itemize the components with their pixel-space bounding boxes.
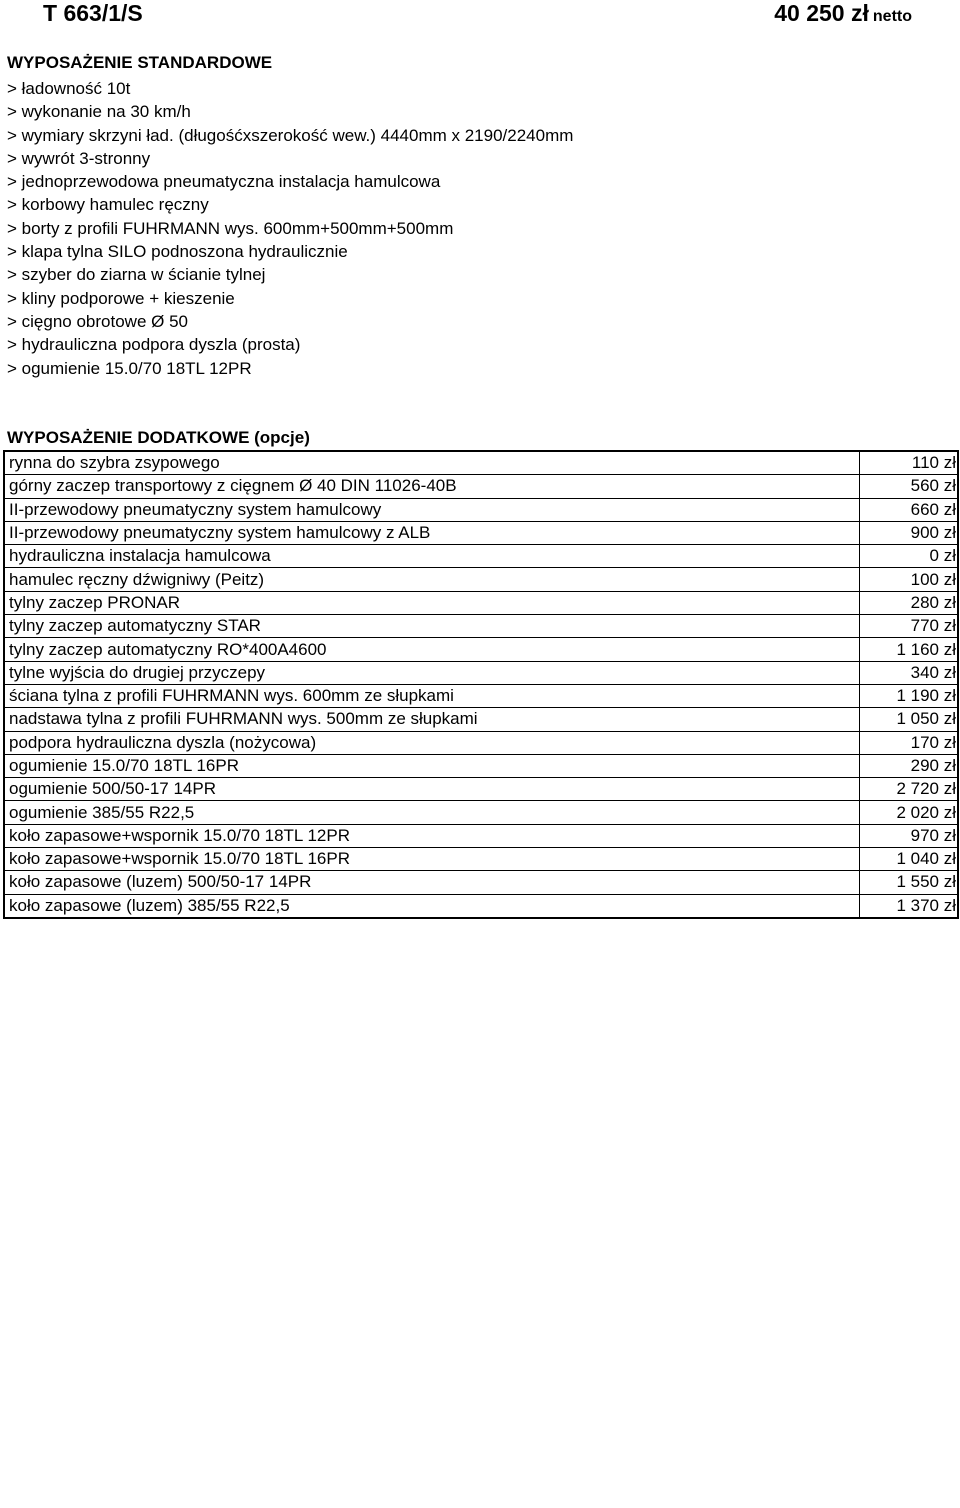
standard-equipment-item: > ładowność 10t	[7, 79, 131, 98]
option-price: 1 190 zł	[860, 684, 959, 707]
option-name: tylny zaczep PRONAR	[4, 591, 860, 614]
option-name: ogumienie 385/55 R22,5	[4, 801, 860, 824]
table-row	[4, 591, 958, 614]
option-name: hamulec ręczny dźwigniwy (Peitz)	[4, 568, 860, 591]
table-row	[4, 871, 958, 894]
table-row	[4, 545, 958, 568]
option-price: 2 720 zł	[860, 778, 959, 801]
option-price: 970 zł	[860, 824, 959, 847]
option-name: koło zapasowe+wspornik 15.0/70 18TL 16PR	[4, 848, 860, 871]
option-name: II-przewodowy pneumatyczny system hamulcowy	[4, 498, 860, 521]
option-price: 340 zł	[860, 661, 959, 684]
option-name: tylne wyjścia do drugiej przyczepy	[4, 661, 860, 684]
standard-equipment-list	[7, 77, 573, 380]
option-price: 110 zł	[860, 451, 959, 475]
table-row	[4, 754, 958, 777]
table-row	[4, 661, 958, 684]
optional-equipment-table	[3, 450, 959, 919]
table-row	[4, 848, 958, 871]
option-price: 290 zł	[860, 754, 959, 777]
option-price: 560 zł	[860, 475, 959, 498]
table-row	[4, 498, 958, 521]
option-name: nadstawa tylna z profili FUHRMANN wys. 500mm ze słupkami	[4, 708, 860, 731]
standard-equipment-item: > wymiary skrzyni ład. (długośćxszerokość wew.) 4440mm x 2190/2240mm	[7, 125, 574, 145]
table-row	[4, 475, 958, 498]
standard-equipment-item: > kliny podporowe + kieszenie	[7, 288, 235, 308]
option-price: 2 020 zł	[860, 801, 959, 824]
option-price: 1 160 zł	[860, 638, 959, 661]
table-row	[4, 451, 958, 475]
table-row	[4, 778, 958, 801]
table-row	[4, 638, 958, 661]
option-price: 100 zł	[860, 568, 959, 591]
base-price	[774, 0, 912, 27]
table-row	[4, 801, 958, 824]
option-price: 170 zł	[860, 731, 959, 754]
option-name: rynna do szybra zsypowego	[4, 451, 860, 475]
standard-equipment-item: > hydrauliczna podpora dyszla (prosta)	[7, 335, 301, 355]
standard-equipment-item: > wykonanie na 30 km/h	[7, 102, 191, 122]
standard-equipment-item: > korbowy hamulec ręczny	[7, 195, 209, 215]
option-name: hydrauliczna instalacja hamulcowa	[4, 545, 860, 568]
standard-equipment-item: > wywrót 3-stronny	[7, 148, 151, 168]
table-row	[4, 615, 958, 638]
price-suffix: netto	[872, 8, 912, 25]
table-row	[4, 521, 958, 544]
option-name: podpora hydrauliczna dyszla (nożycowa)	[4, 731, 860, 754]
option-name: koło zapasowe (luzem) 385/55 R22,5	[4, 894, 860, 918]
model-code: T 663/1/S	[43, 0, 143, 26]
standard-equipment-item: > cięgno obrotowe Ø 50	[7, 311, 188, 331]
standard-equipment-item: > borty z profili FUHRMANN wys. 600mm+500mm+500mm	[7, 218, 454, 238]
option-price: 900 zł	[860, 521, 959, 544]
table-row	[4, 684, 958, 707]
option-name: koło zapasowe (luzem) 500/50-17 14PR	[4, 871, 860, 894]
option-price: 770 zł	[860, 615, 959, 638]
option-price: 1 370 zł	[860, 894, 959, 918]
standard-equipment-title: WYPOSAŻENIE STANDARDOWE	[7, 53, 273, 72]
table-row	[4, 894, 958, 918]
option-price: 1 550 zł	[860, 871, 959, 894]
standard-equipment-item: > klapa tylna SILO podnoszona hydraulicznie	[7, 242, 348, 262]
standard-equipment-item: > szyber do ziarna w ścianie tylnej	[7, 265, 266, 285]
option-name: ogumienie 15.0/70 18TL 16PR	[4, 754, 860, 777]
optional-equipment-title: WYPOSAŻENIE DODATKOWE (opcje)	[7, 428, 310, 447]
table-row	[4, 568, 958, 591]
option-name: II-przewodowy pneumatyczny system hamulcowy z ALB	[4, 521, 860, 544]
table-row	[4, 708, 958, 731]
option-name: tylny zaczep automatyczny RO*400A4600	[4, 638, 860, 661]
option-name: koło zapasowe+wspornik 15.0/70 18TL 12PR	[4, 824, 860, 847]
standard-equipment-item: > jednoprzewodowa pneumatyczna instalacja hamulcowa	[7, 172, 441, 192]
option-price: 280 zł	[860, 591, 959, 614]
option-name: ogumienie 500/50-17 14PR	[4, 778, 860, 801]
base-price-value: 40 250 zł	[774, 0, 869, 26]
table-row	[4, 731, 958, 754]
option-price: 1 040 zł	[860, 848, 959, 871]
table-row	[4, 824, 958, 847]
option-price: 660 zł	[860, 498, 959, 521]
page-header	[0, 0, 960, 32]
option-price: 1 050 zł	[860, 708, 959, 731]
standard-equipment-item: > ogumienie 15.0/70 18TL 12PR	[7, 358, 252, 378]
option-price: 0 zł	[860, 545, 959, 568]
option-name: tylny zaczep automatyczny STAR	[4, 615, 860, 638]
option-name: ściana tylna z profili FUHRMANN wys. 600mm ze słupkami	[4, 684, 860, 707]
option-name: górny zaczep transportowy z cięgnem Ø 40 DIN 11026-40B	[4, 475, 860, 498]
